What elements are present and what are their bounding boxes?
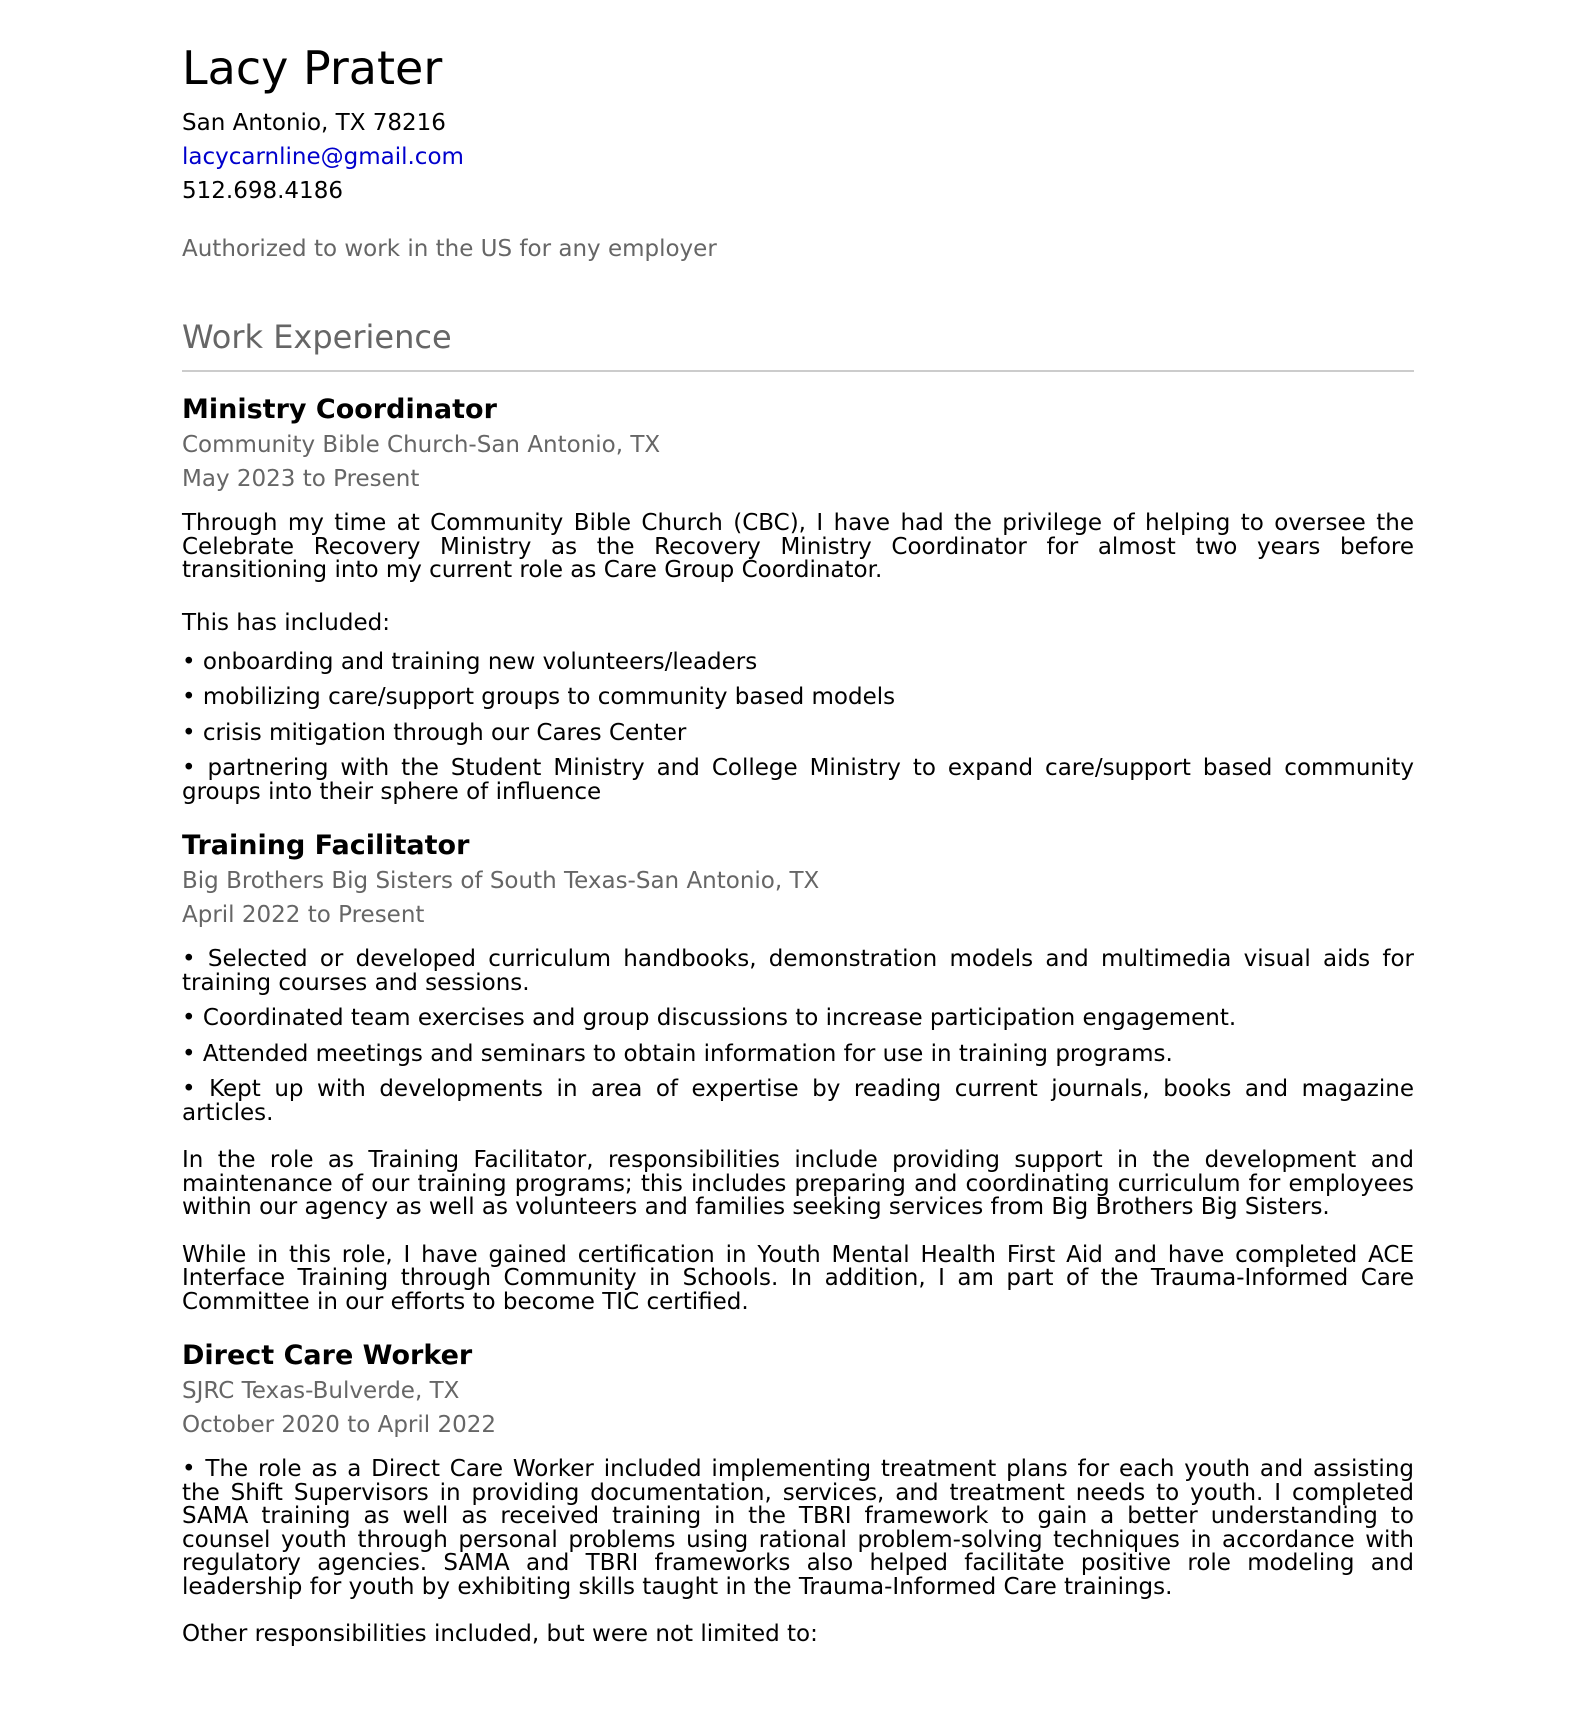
list-heading: This has included:	[182, 609, 390, 636]
section-title-work-experience: Work Experience	[182, 316, 1414, 372]
job-paragraph: Other responsibilities included, but were not limited to:	[182, 1621, 818, 1647]
list-item: • Attended meetings and seminars to obtain information for use in training programs.	[182, 1040, 1173, 1067]
job-dates: October 2020 to April 2022	[182, 1412, 497, 1438]
work-authorization: Authorized to work in the US for any employer	[182, 236, 717, 262]
candidate-name: Lacy Prater	[182, 41, 443, 95]
job-entry	[182, 392, 1414, 804]
list-item: • onboarding and training new volunteers/leaders	[182, 648, 758, 675]
job-paragraph: While in this role, I have gained certification in Youth Mental Health First Aid and have completed ACE Interface Training through Community in Schools. In addition, I am part of the Trauma-Informed Care Committee in our efforts to become TIC certified.	[182, 1241, 1414, 1315]
job-dates: April 2022 to Present	[182, 902, 425, 928]
job-title: Direct Care Worker	[182, 1340, 473, 1371]
job-title: Ministry Coordinator	[182, 394, 497, 425]
job-paragraph: Through my time at Community Bible Church (CBC), I have had the privilege of helping to oversee the Celebrate Recovery Ministry as the Recovery Ministry Coordinator for almost two years before transitioning into my current role as Care Group Coordinator.	[182, 510, 1414, 583]
list-item: • Selected or developed curriculum handbooks, demonstration models and multimedia visual aids for training courses and sessions.	[182, 946, 1414, 996]
list-item: • crisis mitigation through our Cares Center	[182, 719, 687, 746]
job-paragraph: In the role as Training Facilitator, responsibilities include providing support in the development and maintenance of our training programs; this includes preparing and coordinating curriculum for employees within our agency as well as volunteers and families seeking services from Big Brothers Big Sisters.	[182, 1147, 1414, 1220]
job-description	[182, 512, 1414, 804]
job-entry	[182, 828, 1414, 1314]
job-entry	[182, 1338, 1414, 1647]
location: San Antonio, TX 78216	[182, 110, 446, 136]
job-description	[182, 948, 1414, 1314]
phone-number: 512.698.4186	[182, 178, 343, 204]
job-company: SJRC Texas-Bulverde, TX	[182, 1378, 460, 1404]
bullet-list	[182, 648, 1414, 805]
email-link[interactable]: lacycarnline@gmail.com	[182, 144, 464, 170]
job-paragraph: • The role as a Direct Care Worker included implementing treatment plans for each youth and assisting the Shift Supervisors in providing documentation, services, and treatment needs to youth. I completed SAMA training as well as received training in the TBRI framework to gain a better understanding to counsel youth through personal problems using rational problem-solving techniques in accordance with regulatory agencies. SAMA and TBRI frameworks also helped facilitate positive role modeling and leadership for youth by exhibiting skills taught in the Trauma-Informed Care trainings.	[182, 1456, 1414, 1600]
job-title: Training Facilitator	[182, 830, 470, 861]
job-dates: May 2023 to Present	[182, 466, 420, 492]
list-item: • Kept up with developments in area of expertise by reading current journals, books and magazine articles.	[182, 1076, 1414, 1126]
list-item: • partnering with the Student Ministry and College Ministry to expand care/support based community groups into their sphere of influence	[182, 755, 1414, 805]
resume-content	[182, 40, 1414, 1671]
list-item: • mobilizing care/support groups to community based models	[182, 684, 896, 710]
job-description	[182, 1458, 1414, 1647]
job-company: Community Bible Church-San Antonio, TX	[182, 432, 661, 458]
list-item: • Coordinated team exercises and group discussions to increase participation engagement.	[182, 1005, 1237, 1031]
bullet-list	[182, 948, 1414, 1125]
job-company: Big Brothers Big Sisters of South Texas-San Antonio, TX	[182, 868, 820, 894]
